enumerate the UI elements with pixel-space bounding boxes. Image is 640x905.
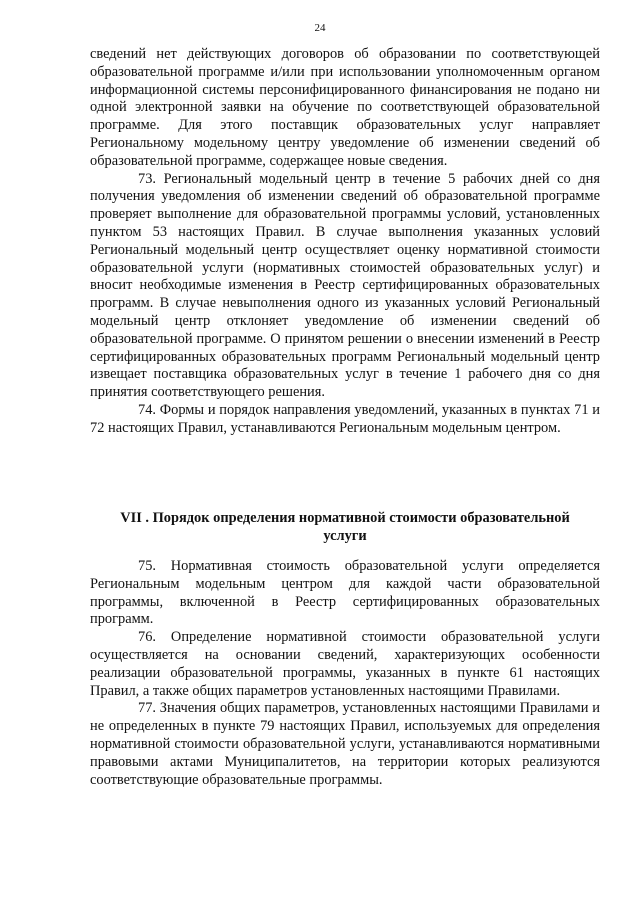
paragraph-77: 77. Значения общих параметров, установленных настоящими Правилами и не определенных в пункте 79 настоящих Правил, используемых для определения нормативной стоимости образовательной услуги, устанавливаются нормативными правовыми актами Муниципалитетов, на территории которых реализуются соответствующие образовательные программы. xyxy=(90,700,600,788)
paragraph-75: 75. Нормативная стоимость образовательной услуги определяется Региональным модельным центром для каждой части образовательной программы, включенной в Реестр сертифицированных образовательных программ. xyxy=(90,558,600,628)
paragraph-76: 76. Определение нормативной стоимости образовательной услуги осуществляется на основании сведений, характеризующих особенности реализации образовательной программы, указанных в пункте 61 настоящих Правил, а также общих параметров установленных настоящими Правилами. xyxy=(90,629,600,699)
paragraph-74: 74. Формы и порядок направления уведомлений, указанных в пунктах 71 и 72 настоящих Правил, устанавливаются Региональным модельным центром. xyxy=(90,401,600,436)
section-heading xyxy=(90,509,600,545)
body-text-top xyxy=(90,46,600,438)
page-number: 24 xyxy=(314,22,326,34)
paragraph-continuation: сведений нет действующих договоров об образовании по соответствующей образовательной программе и/или при использовании уполномоченным органом информационной системы персонифицированного финансирования не подано ни одной электронной заявки на обучение по соответствующей образовательной программе. Для этого поставщик образовательных услуг направляет Региональному модельному центру уведомление об изменении сведений об образовательной программе, содержащее новые сведения. xyxy=(90,46,600,169)
paragraph-73: 73. Региональный модельный центр в течение 5 рабочих дней со дня получения уведомления об изменении сведений об образовательной программе проверяет выполнение для образовательной программы условий, установленных пунктом 53 настоящих Правил. В случае выполнения указанных условий Региональный модельный центр осуществляет оценку нормативной стоимости образовательной услуги (нормативных стоимостей образовательных услуг) и вносит необходимые изменения в Реестр сертифицированных образовательных программ. В случае невыполнения одного из указанных условий Региональный модельный центр отклоняет уведомление об изменении сведений об образовательной программе. О принятом решении о внесении изменений в Реестр сертифицированных образовательных программ Региональный модельный центр извещает поставщика образовательных услуг в течение 1 рабочего дня со дня принятия соответствующего решения. xyxy=(90,170,600,401)
section-heading-line-2: услуги xyxy=(323,528,367,544)
section-heading-line-1: VII . Порядок определения нормативной стоимости образовательной xyxy=(120,510,570,526)
body-text-bottom xyxy=(90,558,600,789)
